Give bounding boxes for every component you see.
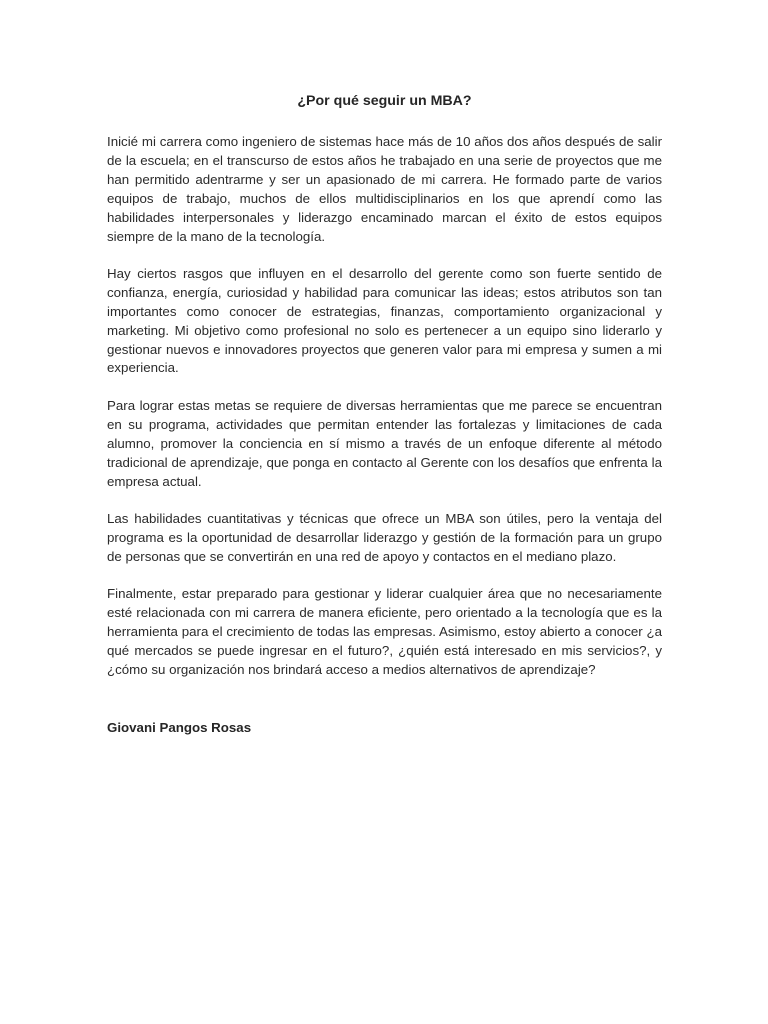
paragraph-goals: Para lograr estas metas se requiere de diversas herramientas que me parece se encuentran en su programa, actividades que permitan entender las fortalezas y limitaciones de cada alumno, promover la conciencia en sí mismo a través de un enfoque diferente al método tradicional de aprendizaje, que ponga en contacto al Gerente con los desafíos que enfrenta la empresa actual. xyxy=(107,397,662,489)
paragraph-skills: Las habilidades cuantitativas y técnicas que ofrece un MBA son útiles, pero la ventaja del programa es la oportunidad de desarrollar liderazgo y gestión de la formación para un grupo de personas que se convertirán en una red de apoyo y contactos en el mediano plazo. xyxy=(107,510,662,564)
paragraph-traits: Hay ciertos rasgos que influyen en el desarrollo del gerente como son fuerte sentido de confianza, energía, curiosidad y habilidad para comunicar las ideas; estos atributos son tan importantes como conocer de estrategias, finanzas, comportamiento organizacional y marketing. Mi objetivo como profesional no solo es pertenecer a un equipo sino liderarlo y gestionar nuevos e innovadores proyectos que generen valor para mi empresa y sumen a mi experiencia. xyxy=(107,265,662,376)
paragraph-conclusion: Finalmente, estar preparado para gestionar y liderar cualquier área que no necesariamente esté relacionada con mi carrera de manera eficiente, pero orientado a la tecnología que es la herramienta para el crecimiento de todas las empresas. Asimismo, estoy abierto a conocer ¿a qué mercados se puede ingresar en el futuro?, ¿quién está interesado en mis servicios?, y ¿cómo su organización nos brindará acceso a medios alternativos de aprendizaje? xyxy=(107,586,662,677)
paragraph-career: Inicié mi carrera como ingeniero de sistemas hace más de 10 años dos años después de salir de la escuela; en el transcurso de estos años he trabajado en una serie de proyectos que me han permitido adentrarme y ser un apasionado de mi carrera. He formado parte de varios equipos de trabajo, muchos de ellos multidisciplinarios en los que aprendí como las habilidades interpersonales y liderazgo encaminado marcan el éxito de estos equipos siempre de la mano de la tecnología. xyxy=(107,134,662,244)
document-title: ¿Por qué seguir un MBA? xyxy=(297,93,472,109)
signature-name: Giovani Pangos Rosas xyxy=(107,719,252,735)
document-body xyxy=(107,91,662,737)
